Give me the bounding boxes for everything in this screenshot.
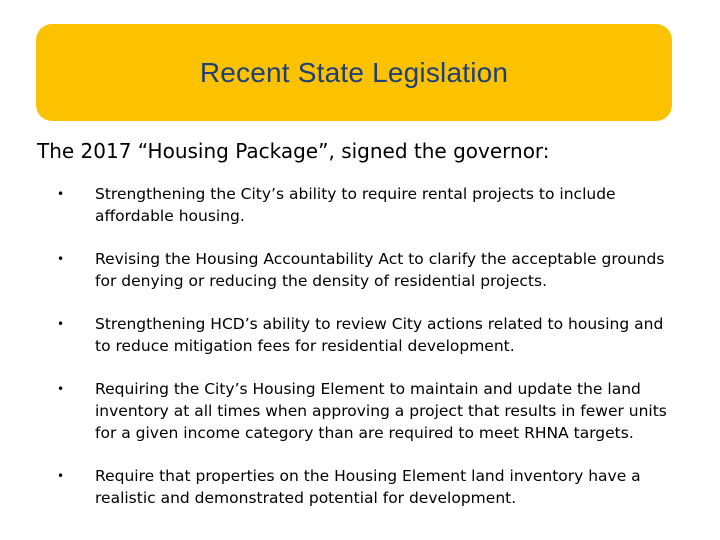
bullet-item [52, 465, 682, 509]
bullet-text: Require that properties on the Housing Element land inventory have a realistic and demonstrated potential for development. [95, 467, 641, 507]
slide-title: Recent State Legislation [199, 56, 509, 88]
bullet-marker: • [57, 187, 65, 201]
bullet-text: Requiring the City’s Housing Element to maintain and update the land inventory at all times when approving a project that results in fewer units for a given income category than are required to meet RHNA targets. [95, 380, 667, 442]
bullet-item [52, 378, 682, 444]
bullet-marker: • [57, 252, 65, 266]
bullet-text: Revising the Housing Accountability Act to clarify the acceptable grounds for denying or reducing the density of residential projects. [95, 250, 665, 290]
intro-text: The 2017 “Housing Package”, signed the governor: [37, 139, 550, 163]
bullet-marker: • [57, 317, 65, 331]
bullet-marker: • [57, 382, 65, 396]
bullet-list [52, 183, 682, 509]
bullet-item [52, 183, 682, 227]
bullet-marker: • [57, 469, 65, 483]
bullet-item [52, 248, 682, 292]
bullet-text: Strengthening HCD’s ability to review City actions related to housing and to reduce mitigation fees for residential development. [95, 315, 664, 355]
bullet-item [52, 313, 682, 357]
bullet-text: Strengthening the City’s ability to require rental projects to include affordable housing. [95, 185, 616, 225]
title-banner [36, 24, 672, 121]
